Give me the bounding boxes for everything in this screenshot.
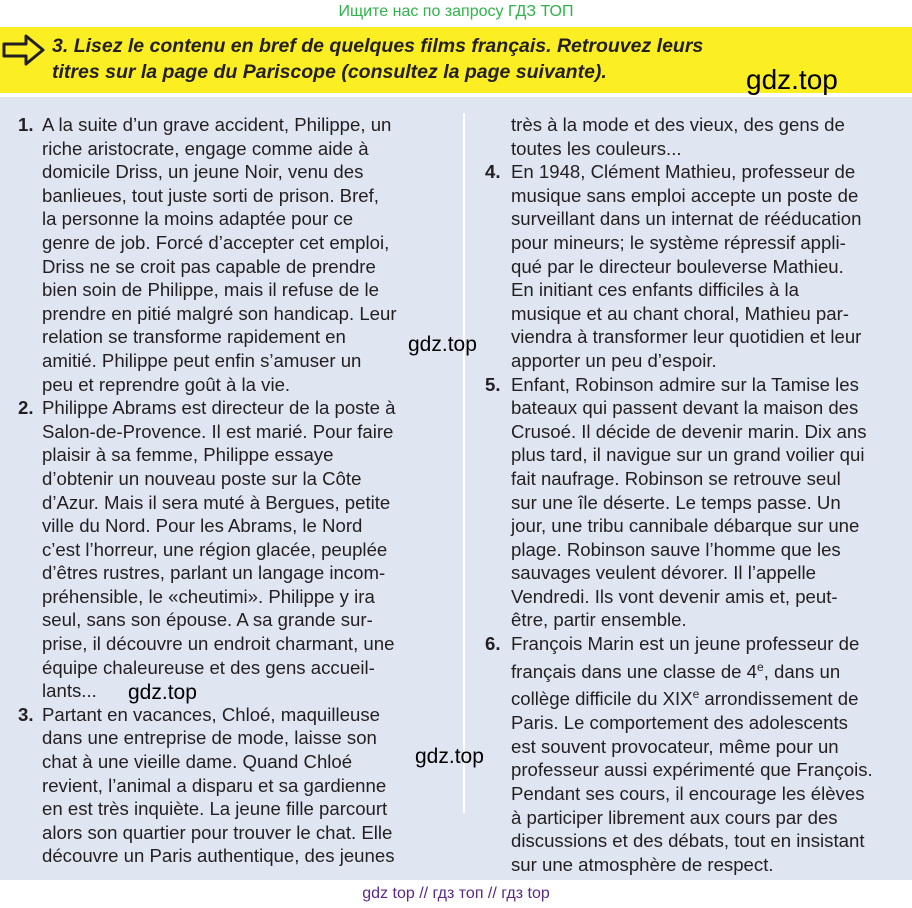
text-line: d’obtenir un nouveau poste sur la Côte — [42, 467, 362, 489]
text-line: Enfant, Robinson admire sur la Tamise les — [511, 373, 859, 395]
text-line: domicile Driss, un jeune Noir, venu des — [42, 161, 364, 183]
text-line: lants... — [42, 680, 97, 702]
text-line: en est très inquiète. La jeune fille parcourt — [42, 798, 388, 820]
left-column — [18, 113, 448, 868]
text-line: genre de job. Forcé d’accepter cet emploi, — [42, 231, 390, 253]
text-line: Salon-de-Provence. Il est marié. Pour faire — [42, 420, 394, 442]
text-line: Vendredi. Ils vont devenir amis et, peut- — [511, 585, 838, 607]
text-line: ville du Nord. Pour les Abrams, le Nord — [42, 515, 363, 537]
text-line: peu et reprendre goût à la vie. — [42, 373, 291, 395]
text-line: qué par le directeur bouleverse Mathieu. — [511, 255, 844, 277]
bottom-banner: gdz top // гдз топ // гдз top — [362, 885, 550, 902]
text-line: Paris. Le comportement des adolescents — [511, 712, 848, 734]
right-column — [485, 113, 905, 876]
text-line: découvre un Paris authentique, des jeunes — [42, 845, 395, 867]
item-number: 2. — [18, 397, 34, 419]
text-line: Partant en vacances, Chloé, maquilleuse — [42, 703, 380, 725]
task-line: titres sur la page du Pariscope (consultez la page suivante). — [52, 61, 607, 83]
text-line: sur une atmosphère de respect. — [511, 853, 774, 875]
text-fragment: arrondissement de — [699, 688, 859, 710]
text-line: à participer librement aux cours par des — [511, 806, 838, 828]
text-line: est souvent provocateur, même pour un — [511, 735, 839, 757]
item-number: 1. — [18, 114, 34, 135]
text-line: jour, une tribu cannibale débarque sur une — [511, 515, 860, 537]
item-5 — [485, 373, 905, 633]
text-line: plaisir à sa femme, Philippe essaye — [42, 444, 334, 466]
text-line: chat à une vieille dame. Quand Chloé — [42, 751, 353, 773]
watermark: gdz.top — [415, 745, 484, 768]
text-line: surveillant dans un internat de rééducation — [511, 208, 862, 230]
item-number: 6. — [485, 633, 501, 655]
text-line: bateaux qui passent devant la maison des — [511, 397, 859, 419]
text-line: En initiant ces enfants difficiles à la — [511, 279, 800, 301]
text-line: bien soin de Philippe, mais il refuse de le — [42, 279, 379, 301]
item-number: 3. — [18, 703, 34, 725]
column-divider — [463, 113, 465, 813]
item-number: 5. — [485, 373, 501, 395]
arrow-right-icon — [2, 33, 46, 67]
task-number: 3. — [52, 35, 69, 57]
item-number: 4. — [485, 161, 501, 183]
text-line: alors son quartier pour trouver le chat. Elle — [42, 821, 393, 843]
text-line: Driss ne se croit pas capable de prendre — [42, 255, 376, 277]
text-line: sur une île déserte. Le temps passe. Un — [511, 491, 841, 513]
text-line: Crusoé. Il décide de devenir marin. Dix ans — [511, 420, 867, 442]
watermark: gdz.top — [746, 64, 838, 95]
text-line: équipe chaleureuse et des gens accueil- — [42, 656, 375, 678]
text-line: professeur aussi expérimenté que François. — [511, 759, 873, 781]
item-1 — [18, 113, 448, 396]
text-line: prendre en pitié malgré son handicap. Leur — [42, 302, 397, 324]
text-line: Pendant ses cours, il encourage les élèves — [511, 783, 865, 804]
watermark: gdz.top — [128, 681, 197, 704]
text-line: revient, l’animal a disparu et sa gardienne — [42, 774, 387, 796]
text-line: amitié. Philippe peut enfin s’amuser un — [42, 349, 362, 371]
text-fragment: , dans un — [763, 660, 841, 682]
text-line: très à la mode et des vieux, des gens de — [511, 114, 845, 135]
text-line: musique et au chant choral, Mathieu par- — [511, 302, 849, 324]
top-banner: Ищите нас по запросу ГДЗ ТОП — [338, 3, 574, 20]
text-line: d’Azur. Mais il sera muté à Bergues, petite — [42, 491, 391, 513]
text-line: apporter un peu d’espoir. — [511, 349, 717, 371]
text-line: d’êtres rustres, parlant un langage incom- — [42, 562, 386, 584]
text-line: relation se transforme rapidement en — [42, 326, 346, 348]
text-line: préhensible, le «cheutimi». Philippe y ira — [42, 585, 375, 607]
text-line: banlieues, tout juste sorti de prison. Bref, — [42, 184, 379, 206]
superscript: e — [692, 687, 700, 702]
text-line: c’est l’horreur, une région glacée, peuplée — [42, 538, 388, 560]
text-line: musique sans emploi accepte un poste de — [511, 184, 859, 206]
text-line: discussions et des débats, tout en insistant — [511, 830, 865, 852]
text-line: A la suite d’un grave accident, Philippe, un — [42, 114, 392, 135]
text-line: En 1948, Clément Mathieu, professeur de — [511, 161, 856, 183]
text-line: François Marin est un jeune professeur de — [511, 633, 860, 655]
text-line: la personne la moins adaptée pour ce — [42, 208, 354, 230]
text-line: prise, il découvre un endroit charmant, une — [42, 633, 395, 655]
item-4 — [485, 160, 905, 372]
text-line: sauvages veulent dévorer. Il l’appelle — [511, 562, 816, 584]
text-line: seul, sans son épouse. A sa grande sur- — [42, 609, 373, 631]
text-fragment: français dans une classe de 4 — [511, 660, 758, 682]
text-line: pour mineurs; le système répressif appli- — [511, 231, 846, 253]
text-line: fait naufrage. Robinson se retrouve seul — [511, 467, 841, 489]
text-line: Philippe Abrams est directeur de la poste à — [42, 397, 396, 419]
text-line: viendra à transformer leur quotidien et leur — [511, 326, 862, 348]
text-line: plage. Robinson sauve l’homme que les — [511, 538, 841, 560]
text-fragment: collège difficile du XIX — [511, 688, 693, 710]
text-line: riche aristocrate, engage comme aide à — [42, 137, 369, 159]
text-line — [511, 656, 905, 684]
item-3-continuation — [485, 113, 905, 160]
text-line: toutes les couleurs... — [511, 137, 682, 159]
text-line: être, partir ensemble. — [511, 609, 687, 631]
watermark: gdz.top — [408, 333, 477, 356]
text-line: plus tard, il navigue sur un grand voilier qui — [511, 444, 865, 466]
item-2 — [18, 396, 448, 703]
item-6 — [485, 632, 905, 876]
item-3 — [18, 703, 448, 868]
text-line — [511, 683, 905, 711]
superscript: e — [757, 659, 764, 674]
text-line: dans une entreprise de mode, laisse son — [42, 727, 377, 749]
task-line: Lisez le contenu en bref de quelques films français. Retrouvez leurs — [73, 35, 704, 57]
